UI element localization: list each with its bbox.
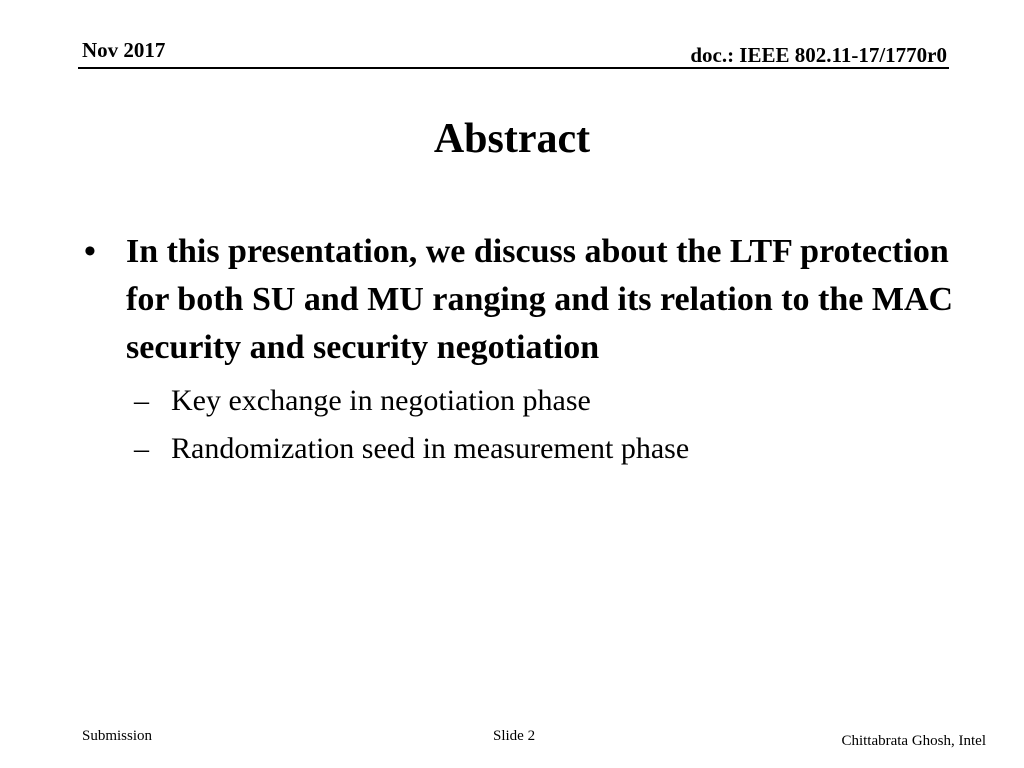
sub-bullet-text: Randomization seed in measurement phase xyxy=(171,432,690,465)
dash-marker-icon: – xyxy=(134,432,149,465)
sub-bullet-list xyxy=(84,377,954,473)
dash-marker-icon: – xyxy=(134,384,149,417)
bullet-marker-icon: • xyxy=(84,233,96,270)
sub-bullet-item xyxy=(84,377,954,425)
slide-title: Abstract xyxy=(433,116,591,162)
header-document-id: doc.: IEEE 802.11-17/1770r0 xyxy=(690,43,947,67)
bullet-text: In this presentation, we discuss about the LTF protection for both SU and MU ranging and its relation to the MAC security and security negotiation xyxy=(126,233,954,366)
header-date: Nov 2017 xyxy=(82,38,166,62)
footer-submission: Submission xyxy=(82,728,153,744)
bullet-item xyxy=(84,228,954,372)
footer-slide-number: Slide 2 xyxy=(493,728,536,744)
slide-body xyxy=(84,228,954,473)
header-divider xyxy=(78,67,949,69)
sub-bullet-item xyxy=(84,425,954,473)
sub-bullet-text: Key exchange in negotiation phase xyxy=(171,384,591,417)
footer-author: Chittabrata Ghosh, Intel xyxy=(841,733,986,749)
